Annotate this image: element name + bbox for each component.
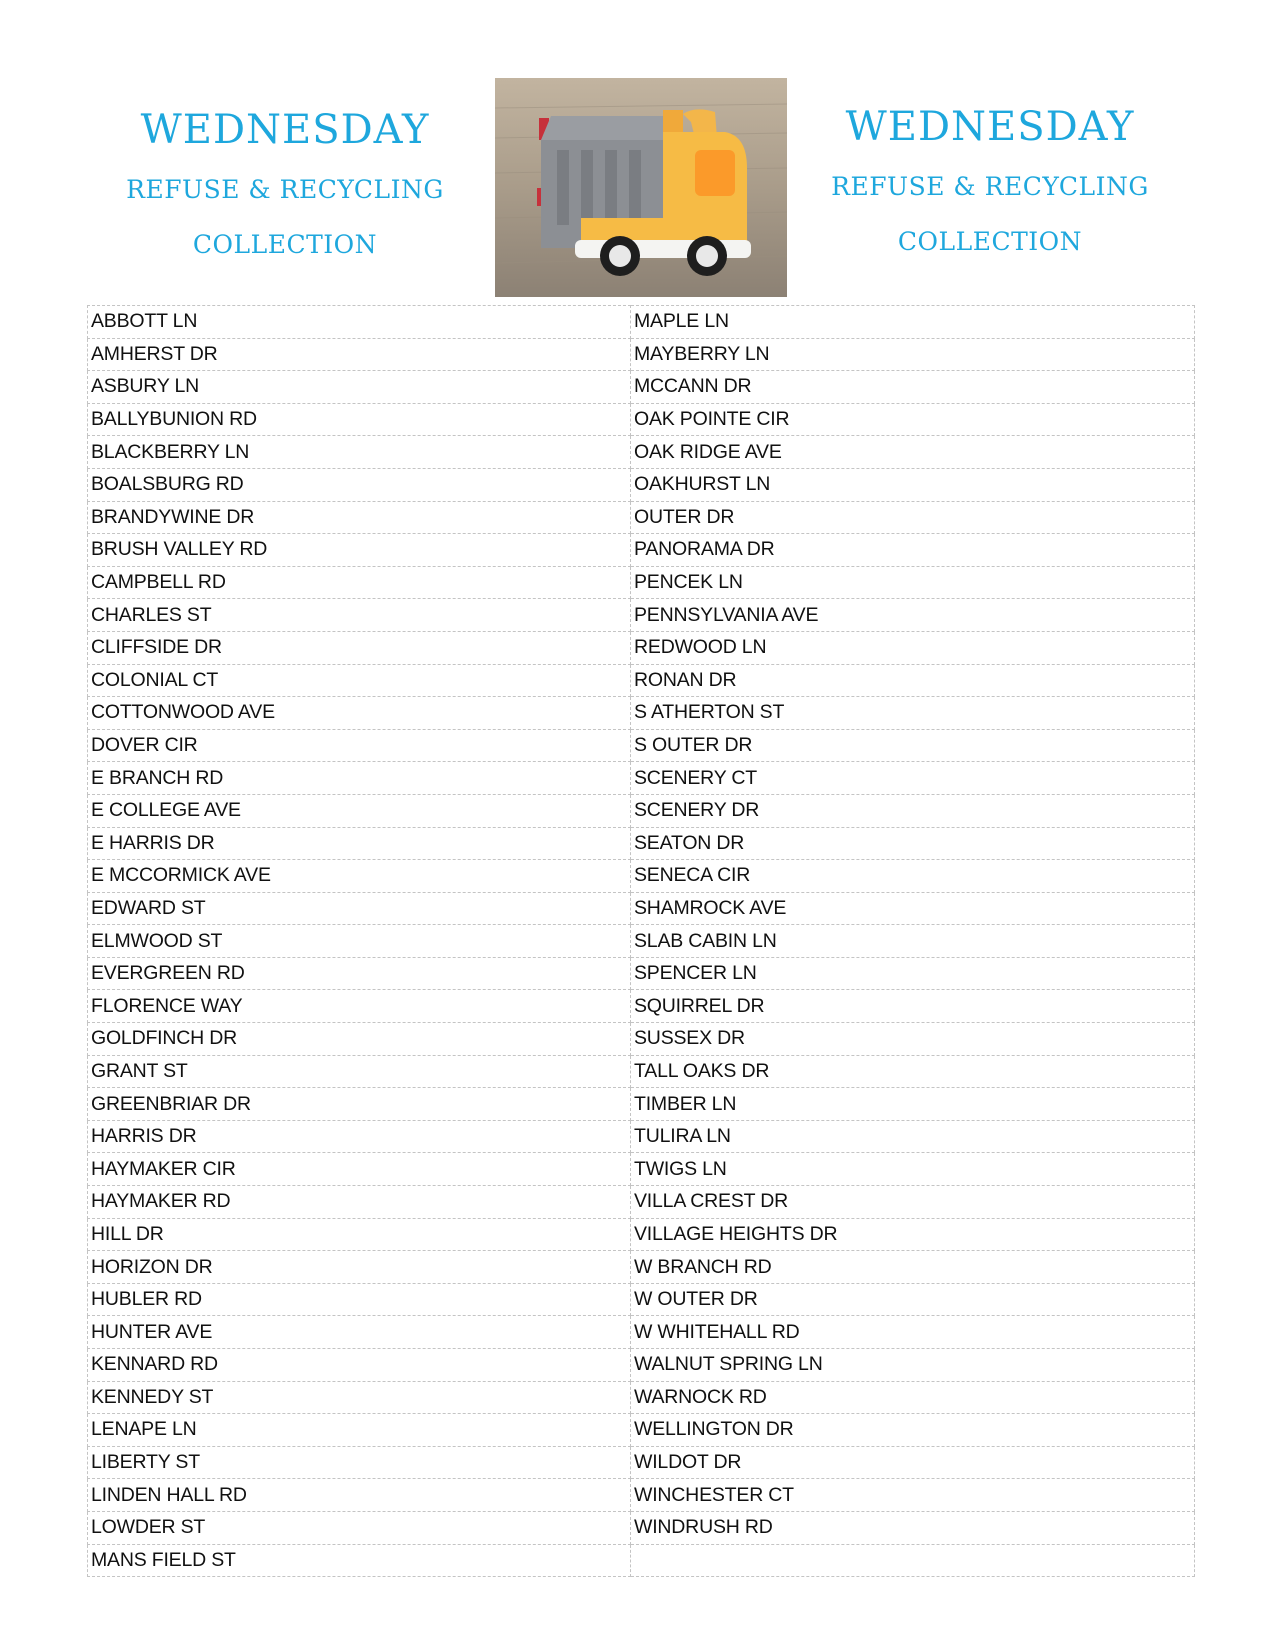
- street-name-right: PENCEK LN: [631, 566, 1195, 599]
- street-name-right: OAK POINTE CIR: [631, 403, 1195, 436]
- street-name-right: MAYBERRY LN: [631, 338, 1195, 371]
- street-name-left: BALLYBUNION RD: [88, 403, 631, 436]
- table-row: [88, 1055, 1195, 1088]
- table-row: [88, 566, 1195, 599]
- street-name-right: TWIGS LN: [631, 1153, 1195, 1186]
- street-name-right: WILDOT DR: [631, 1446, 1195, 1479]
- street-name-left: HUNTER AVE: [88, 1316, 631, 1349]
- table-row: [88, 1511, 1195, 1544]
- table-row: [88, 403, 1195, 436]
- table-row: [88, 1414, 1195, 1447]
- street-name-left: E BRANCH RD: [88, 762, 631, 795]
- table-row: [88, 990, 1195, 1023]
- table-row: [88, 762, 1195, 795]
- street-name-left: GOLDFINCH DR: [88, 1023, 631, 1056]
- street-name-right: VILLA CREST DR: [631, 1186, 1195, 1219]
- street-name-right: OUTER DR: [631, 501, 1195, 534]
- street-name-right: S OUTER DR: [631, 729, 1195, 762]
- street-name-right: WELLINGTON DR: [631, 1414, 1195, 1447]
- street-name-right: SCENERY CT: [631, 762, 1195, 795]
- street-name-left: HORIZON DR: [88, 1251, 631, 1284]
- street-name-left: LENAPE LN: [88, 1414, 631, 1447]
- street-list-body: [88, 306, 1195, 1577]
- street-name-right: MCCANN DR: [631, 371, 1195, 404]
- table-row: [88, 338, 1195, 371]
- street-name-left: BRANDYWINE DR: [88, 501, 631, 534]
- street-name-left: COLONIAL CT: [88, 664, 631, 697]
- street-name-right: VILLAGE HEIGHTS DR: [631, 1218, 1195, 1251]
- table-row: [88, 697, 1195, 730]
- street-name-left: BLACKBERRY LN: [88, 436, 631, 469]
- street-name-right: TIMBER LN: [631, 1088, 1195, 1121]
- street-name-right: SEATON DR: [631, 827, 1195, 860]
- title-day: WEDNESDAY: [845, 104, 1135, 150]
- street-name-left: MANS FIELD ST: [88, 1544, 631, 1577]
- street-name-right: SENECA CIR: [631, 860, 1195, 893]
- street-name-left: HAYMAKER RD: [88, 1186, 631, 1219]
- street-name-left: HILL DR: [88, 1218, 631, 1251]
- street-name-right: SCENERY DR: [631, 794, 1195, 827]
- street-name-left: EVERGREEN RD: [88, 957, 631, 990]
- street-name-left: KENNEDY ST: [88, 1381, 631, 1414]
- street-name-right: PENNSYLVANIA AVE: [631, 599, 1195, 632]
- table-row: [88, 827, 1195, 860]
- street-name-left: CLIFFSIDE DR: [88, 631, 631, 664]
- street-name-left: HARRIS DR: [88, 1120, 631, 1153]
- table-row: [88, 534, 1195, 567]
- table-row: [88, 1120, 1195, 1153]
- street-name-left: CHARLES ST: [88, 599, 631, 632]
- street-name-right: W BRANCH RD: [631, 1251, 1195, 1284]
- street-name-right: WINCHESTER CT: [631, 1479, 1195, 1512]
- street-name-right: SLAB CABIN LN: [631, 925, 1195, 958]
- table-row: [88, 1446, 1195, 1479]
- street-name-left: E MCCORMICK AVE: [88, 860, 631, 893]
- street-name-left: E COLLEGE AVE: [88, 794, 631, 827]
- street-name-left: BOALSBURG RD: [88, 468, 631, 501]
- street-name-right: TULIRA LN: [631, 1120, 1195, 1153]
- title-subtitle-line1: REFUSE & RECYCLING: [126, 175, 444, 204]
- title-day: WEDNESDAY: [140, 107, 430, 153]
- street-name-left: BRUSH VALLEY RD: [88, 534, 631, 567]
- table-row: [88, 892, 1195, 925]
- street-name-right: WALNUT SPRING LN: [631, 1349, 1195, 1382]
- table-row: [88, 1186, 1195, 1219]
- street-name-left: CAMPBELL RD: [88, 566, 631, 599]
- title-subtitle-line2: COLLECTION: [897, 227, 1083, 256]
- table-row: [88, 501, 1195, 534]
- street-name-left: GRANT ST: [88, 1055, 631, 1088]
- street-name-left: LOWDER ST: [88, 1511, 631, 1544]
- table-row: [88, 306, 1195, 339]
- street-name-right: RONAN DR: [631, 664, 1195, 697]
- table-row: [88, 1283, 1195, 1316]
- table-row: [88, 729, 1195, 762]
- street-name-right: OAKHURST LN: [631, 468, 1195, 501]
- table-row: [88, 1251, 1195, 1284]
- street-name-right: MAPLE LN: [631, 306, 1195, 339]
- street-name-right: W OUTER DR: [631, 1283, 1195, 1316]
- street-name-left: AMHERST DR: [88, 338, 631, 371]
- street-name-left: DOVER CIR: [88, 729, 631, 762]
- street-list-table: [87, 305, 1195, 1577]
- street-name-left: E HARRIS DR: [88, 827, 631, 860]
- table-row: [88, 1544, 1195, 1577]
- table-row: [88, 957, 1195, 990]
- street-name-right: TALL OAKS DR: [631, 1055, 1195, 1088]
- street-name-right: SPENCER LN: [631, 957, 1195, 990]
- street-name-left: FLORENCE WAY: [88, 990, 631, 1023]
- table-row: [88, 631, 1195, 664]
- table-row: [88, 664, 1195, 697]
- street-name-left: ABBOTT LN: [88, 306, 631, 339]
- table-row: [88, 1479, 1195, 1512]
- street-name-right: [631, 1544, 1195, 1577]
- table-row: [88, 436, 1195, 469]
- street-name-right: PANORAMA DR: [631, 534, 1195, 567]
- table-row: [88, 925, 1195, 958]
- table-row: [88, 1153, 1195, 1186]
- table-row: [88, 1381, 1195, 1414]
- street-name-left: ELMWOOD ST: [88, 925, 631, 958]
- table-row: [88, 1218, 1195, 1251]
- street-name-right: W WHITEHALL RD: [631, 1316, 1195, 1349]
- table-row: [88, 468, 1195, 501]
- header-title-right: [780, 97, 1200, 269]
- street-name-left: KENNARD RD: [88, 1349, 631, 1382]
- street-name-left: HAYMAKER CIR: [88, 1153, 631, 1186]
- street-name-left: LINDEN HALL RD: [88, 1479, 631, 1512]
- header-title-left: [75, 100, 495, 272]
- street-name-right: SUSSEX DR: [631, 1023, 1195, 1056]
- table-row: [88, 860, 1195, 893]
- table-row: [88, 1088, 1195, 1121]
- street-name-right: REDWOOD LN: [631, 631, 1195, 664]
- street-name-right: SHAMROCK AVE: [631, 892, 1195, 925]
- table-row: [88, 1316, 1195, 1349]
- table-row: [88, 1349, 1195, 1382]
- table-row: [88, 371, 1195, 404]
- table-row: [88, 599, 1195, 632]
- street-name-right: WINDRUSH RD: [631, 1511, 1195, 1544]
- street-name-left: GREENBRIAR DR: [88, 1088, 631, 1121]
- street-name-right: OAK RIDGE AVE: [631, 436, 1195, 469]
- street-name-right: S ATHERTON ST: [631, 697, 1195, 730]
- street-name-left: LIBERTY ST: [88, 1446, 631, 1479]
- street-name-left: COTTONWOOD AVE: [88, 697, 631, 730]
- street-name-right: WARNOCK RD: [631, 1381, 1195, 1414]
- garbage-truck-photo: [495, 78, 787, 297]
- street-name-left: ASBURY LN: [88, 371, 631, 404]
- table-row: [88, 1023, 1195, 1056]
- street-name-right: SQUIRREL DR: [631, 990, 1195, 1023]
- title-subtitle-line1: REFUSE & RECYCLING: [831, 172, 1149, 201]
- table-row: [88, 794, 1195, 827]
- street-name-left: EDWARD ST: [88, 892, 631, 925]
- street-name-left: HUBLER RD: [88, 1283, 631, 1316]
- title-subtitle-line2: COLLECTION: [192, 230, 378, 259]
